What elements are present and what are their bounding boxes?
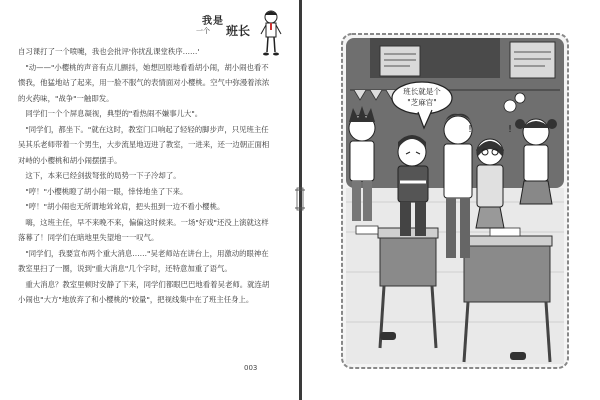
left-page xyxy=(0,0,296,400)
logo-text-2: 一个 xyxy=(196,27,210,35)
paragraph: "哼！"小樱桃瞪了胡小闹一眼，悻悻地坐了下来。 xyxy=(25,186,188,196)
svg-text:!: ! xyxy=(468,124,473,135)
speech-line-1: 班长就是个 xyxy=(403,87,441,96)
paragraph: 这下，本来已经剑拔弩张的局势一下子冷却了。 xyxy=(25,171,181,180)
paragraph: "同学们，我要宣布两个重大消息……"吴老师站在讲台上，用激动的眼神在教室里扫了一圈，说到"重大消息"几个字时，还特意加重了语气。 xyxy=(18,248,269,273)
paragraph: 嗨，这班主任，早不来晚不来，偏偏这时候来。一场"好戏"还没上演就这样落幕了！同学们在暗地里失望地一一叹气。 xyxy=(18,217,269,242)
speech-line-2: "芝麻官" xyxy=(407,98,437,107)
chapter-text xyxy=(18,44,276,308)
logo-text-1: 我是 xyxy=(202,16,224,27)
classroom-illustration xyxy=(340,32,570,370)
paragraph: "同学们，都坐下。"就在这时，教室门口响起了轻轻的脚步声，只见班主任吴其乐老师带着一个男生，大步流星地迈进了教室，一进来，还一边朝正面相对峙的小樱桃和胡小闹摆摆手。 xyxy=(18,124,270,165)
paragraph: "动——"小樱桃的声音有点儿颤抖，她想回原地看看胡小闹，胡小闹也看不惯我，他猛地站了起来，用一脸不服气的表情面对小樱桃。空气中弥漫着浓浓的火药味，"战争"一触即发。 xyxy=(18,62,270,103)
binding-clip-icon xyxy=(294,186,306,212)
right-page xyxy=(306,0,600,400)
logo-text-3: 班长 xyxy=(226,24,251,38)
paragraph: "哼！"胡小闹也无所谓地耸耸肩，把头扭到一边不看小樱桃。 xyxy=(25,202,225,211)
page-number: 003 xyxy=(244,364,258,372)
speech-bubble-text xyxy=(390,86,454,108)
svg-text:!: ! xyxy=(508,124,513,135)
paragraph: 同学们一个个屏息凝视，典型的"看热闹不嫌事儿大"。 xyxy=(25,109,203,118)
paragraph: 重大消息？教室里顿时安静了下来，同学们都眼巴巴地看着吴老师。就连胡小闹也"大方"地放弃了和小樱桃的"较量"，把视线集中在了班主任身上。 xyxy=(18,279,270,304)
paragraph: 自习课打了一个喷嚏，我也会批评'你扰乱课堂秩序……' xyxy=(18,47,200,56)
book-spine xyxy=(294,0,306,400)
